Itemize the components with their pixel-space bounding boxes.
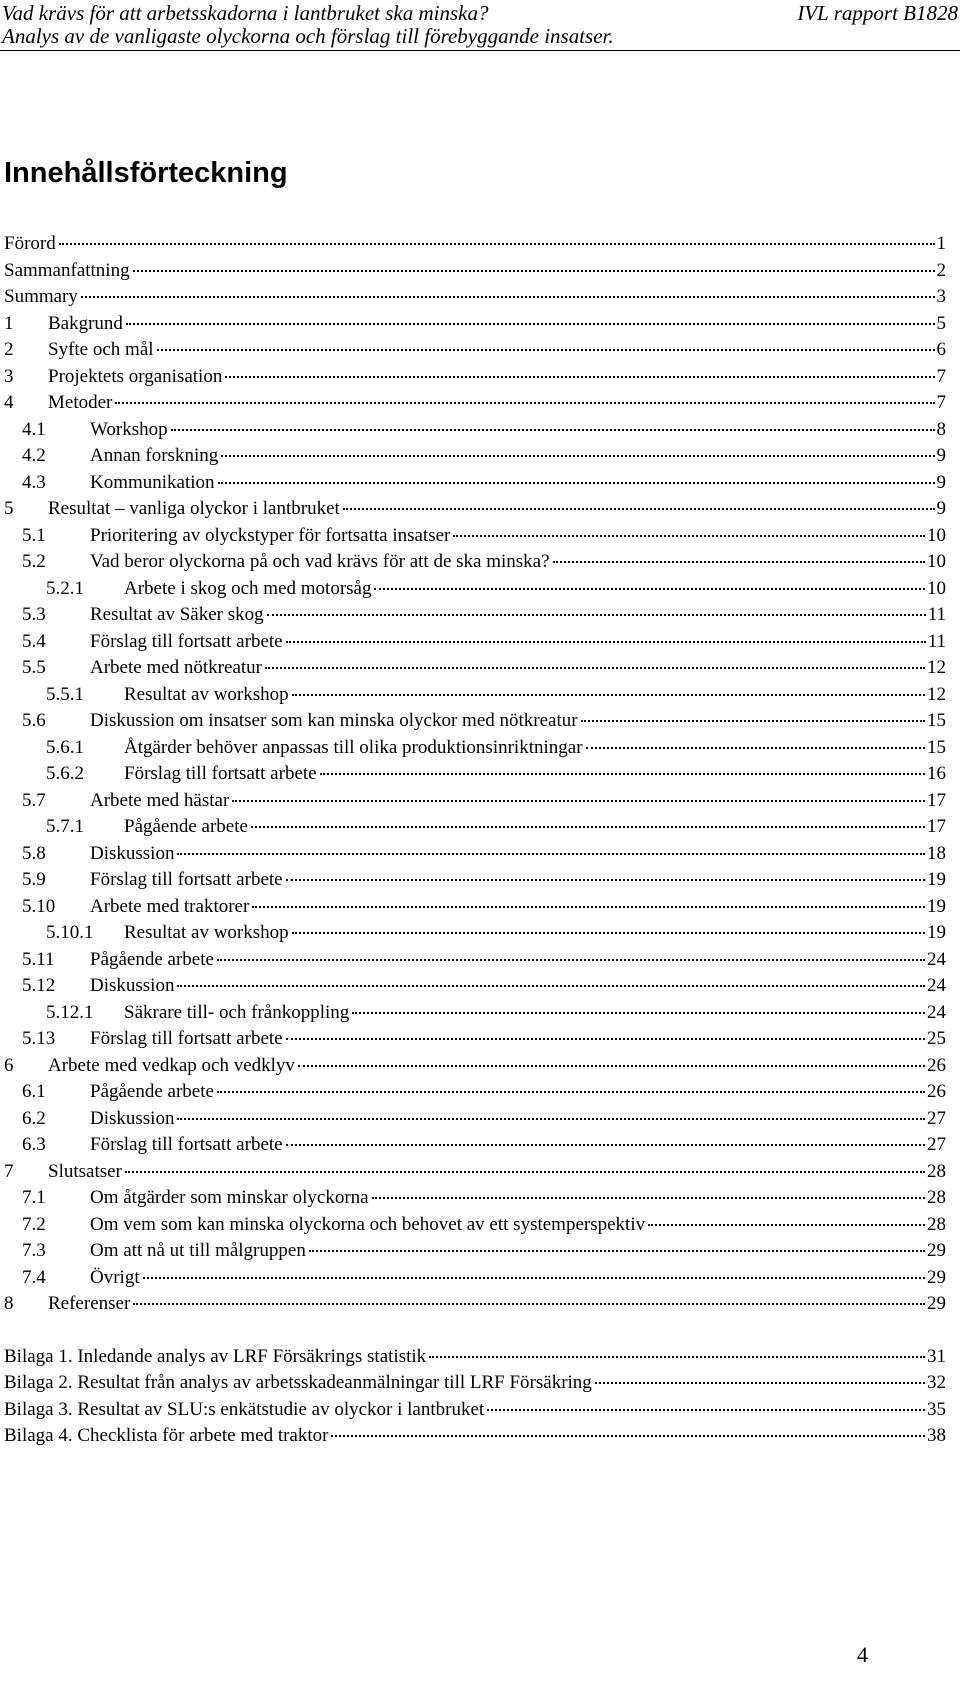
toc-entry-page: 16 — [927, 763, 946, 784]
toc-entry-number: 6 — [4, 1054, 14, 1076]
toc-entry-number: 5.2.1 — [46, 577, 84, 599]
toc-entry-title: Slutsatser — [48, 1160, 122, 1182]
dot-leader — [320, 773, 925, 775]
toc-entry-title: Bilaga 1. Inledande analys av LRF Försäkrings statistik — [4, 1345, 427, 1367]
dot-leader — [221, 455, 934, 457]
dot-leader — [217, 1091, 925, 1093]
toc-entry-page: 28 — [927, 1160, 946, 1182]
toc-entry-number: 2 — [4, 339, 14, 360]
toc-entry-title: Åtgärder behöver anpassas till olika produktionsinriktningar — [124, 736, 583, 758]
toc-entry-page: 19 — [927, 895, 946, 917]
toc-entry-page: 26 — [927, 1081, 946, 1102]
toc-entry-number: 5.10.1 — [46, 922, 94, 943]
toc-entry-title: Pågående arbete — [90, 948, 214, 970]
toc-entry-page: 29 — [927, 1293, 946, 1314]
toc-entry-page: 11 — [927, 604, 946, 625]
toc-entry-number: 5.6.1 — [46, 736, 84, 758]
table-of-contents — [0, 231, 946, 1450]
dot-leader — [265, 667, 925, 669]
dot-leader — [487, 1409, 925, 1411]
toc-entry-page: 10 — [927, 551, 946, 572]
dot-leader — [177, 985, 925, 987]
toc-entry[interactable] — [0, 284, 946, 311]
toc-entry[interactable] — [0, 576, 946, 603]
toc-entry[interactable] — [0, 894, 946, 921]
toc-entry-title: Referenser — [48, 1293, 131, 1314]
dot-leader — [553, 561, 925, 563]
toc-entry-page: 17 — [927, 816, 946, 837]
toc-entry[interactable] — [0, 1132, 946, 1159]
toc-entry[interactable] — [0, 549, 946, 576]
toc-entry[interactable] — [0, 1238, 946, 1265]
toc-entry-page: 24 — [927, 948, 946, 970]
toc-entry-number: 5.2 — [22, 551, 46, 572]
toc-entry-number: 7 — [4, 1160, 14, 1182]
toc-entry-page: 8 — [936, 418, 946, 440]
toc-entry-page: 1 — [936, 233, 946, 254]
toc-entry[interactable] — [0, 390, 946, 417]
toc-title: Innehållsförteckning — [4, 157, 288, 189]
dot-leader — [343, 508, 935, 510]
toc-entry-number: 4 — [4, 392, 14, 413]
toc-entry-page: 26 — [927, 1054, 946, 1076]
toc-entry[interactable] — [0, 708, 946, 735]
toc-entry-number: 7.2 — [22, 1213, 46, 1235]
toc-entry-title: Förslag till fortsatt arbete — [124, 763, 317, 784]
toc-entry-title: Förord — [4, 233, 56, 254]
toc-entry[interactable] — [0, 417, 946, 444]
toc-entry-title: Förslag till fortsatt arbete — [90, 1134, 283, 1155]
toc-entry-page: 32 — [927, 1372, 946, 1393]
toc-entry[interactable] — [0, 920, 946, 947]
toc-entry[interactable] — [0, 1053, 946, 1080]
toc-entry-page: 19 — [927, 922, 946, 943]
toc-entry[interactable] — [0, 682, 946, 709]
dot-leader — [218, 482, 935, 484]
toc-entry[interactable] — [0, 867, 946, 894]
toc-entry[interactable] — [0, 788, 946, 815]
toc-entry-number: 3 — [4, 365, 14, 387]
dot-leader — [232, 800, 925, 802]
toc-entry-number: 1 — [4, 312, 14, 334]
toc-entry-page: 38 — [927, 1425, 946, 1446]
toc-entry-title: Vad beror olyckorna på och vad krävs för att de ska minska? — [90, 551, 550, 572]
dot-leader — [59, 243, 935, 245]
toc-entry-page: 25 — [927, 1028, 946, 1049]
toc-entry-number: 5.6.2 — [46, 763, 84, 784]
toc-entry-title: Resultat – vanliga olyckor i lantbruket — [48, 498, 340, 519]
dot-leader — [171, 429, 935, 431]
toc-entry[interactable] — [0, 1000, 946, 1027]
dot-leader — [298, 1065, 925, 1067]
toc-entry-title: Övrigt — [90, 1266, 140, 1288]
dot-leader — [372, 1197, 925, 1199]
toc-entry-number: 4.2 — [22, 445, 46, 466]
toc-entry-page: 27 — [927, 1107, 946, 1129]
dot-leader — [133, 270, 935, 272]
toc-entry-title: Diskussion — [90, 975, 175, 996]
toc-entry-title: Säkrare till- och frånkoppling — [124, 1001, 350, 1023]
toc-entry-page: 31 — [927, 1345, 946, 1367]
toc-entry-page: 18 — [927, 842, 946, 864]
toc-entry-number: 8 — [4, 1293, 14, 1314]
toc-entry-title: Diskussion — [90, 842, 175, 864]
toc-entry-page: 9 — [936, 445, 946, 466]
dot-leader — [286, 1144, 925, 1146]
toc-entry-page: 12 — [927, 683, 946, 705]
toc-entry[interactable] — [0, 337, 946, 364]
toc-entry-title: Resultat av workshop — [124, 683, 289, 705]
toc-entry-title: Arbete i skog och med motorsåg — [124, 577, 372, 599]
dot-leader — [252, 906, 925, 908]
toc-entry-title: Annan forskning — [90, 445, 219, 466]
dot-leader — [286, 1038, 925, 1040]
toc-entry[interactable] — [0, 841, 946, 868]
appendix-entry[interactable] — [0, 1344, 946, 1371]
toc-entry-title: Summary — [4, 286, 78, 307]
dot-leader — [352, 1012, 925, 1014]
header-title-line1: Vad krävs för att arbetsskadorna i lantbruket ska minska? — [2, 1, 489, 25]
toc-entry[interactable] — [0, 947, 946, 974]
toc-entry-number: 5.12 — [22, 975, 56, 996]
dot-leader — [217, 959, 925, 961]
toc-entry-title: Bilaga 2. Resultat från analys av arbetsskadeanmälningar till LRF Försäkring — [4, 1372, 592, 1393]
toc-entry-page: 29 — [927, 1266, 946, 1288]
toc-entry-page: 12 — [927, 657, 946, 678]
toc-entry-page: 7 — [936, 365, 946, 387]
toc-entry-page: 19 — [927, 869, 946, 890]
toc-entry[interactable] — [0, 602, 946, 629]
dot-leader — [267, 614, 926, 616]
toc-entry-title: Förslag till fortsatt arbete — [90, 1028, 283, 1049]
toc-entry-number: 4.3 — [22, 471, 46, 493]
toc-entry-number: 5.5 — [22, 657, 46, 678]
toc-entry-page: 2 — [936, 259, 946, 281]
toc-entry-title: Förslag till fortsatt arbete — [90, 630, 283, 652]
appendix-entry[interactable] — [0, 1370, 946, 1397]
toc-entry-number: 6.2 — [22, 1107, 46, 1129]
toc-entry-title: Workshop — [90, 418, 168, 440]
dot-leader — [133, 1303, 925, 1305]
toc-entry-title: Diskussion om insatser som kan minska olyckor med nötkreatur — [90, 710, 578, 731]
toc-entry-title: Resultat av workshop — [124, 922, 289, 943]
header-report-id: IVL rapport B1828 — [797, 1, 958, 25]
toc-entry-page: 6 — [936, 339, 946, 360]
toc-entry-number: 5.5.1 — [46, 683, 84, 705]
toc-entry-number: 5.4 — [22, 630, 46, 652]
header-left — [2, 2, 614, 48]
dot-leader — [595, 1382, 925, 1384]
toc-entry-number: 7.1 — [22, 1187, 46, 1208]
toc-entry-number: 5.13 — [22, 1028, 56, 1049]
appendix-spacer — [0, 1318, 946, 1344]
toc-entry-number: 6.1 — [22, 1081, 46, 1102]
toc-entry-title: Pågående arbete — [124, 816, 248, 837]
toc-entry-page: 9 — [936, 471, 946, 493]
dot-leader — [292, 694, 925, 696]
toc-entry[interactable] — [0, 655, 946, 682]
toc-entry-number: 5 — [4, 498, 14, 519]
toc-entry-page: 9 — [936, 498, 946, 519]
toc-entry[interactable] — [0, 1159, 946, 1186]
toc-entry-title: Metoder — [48, 392, 113, 413]
dot-leader — [177, 853, 925, 855]
toc-entry-title: Förslag till fortsatt arbete — [90, 869, 283, 890]
toc-entry-page: 7 — [936, 392, 946, 413]
toc-entry-number: 5.3 — [22, 604, 46, 625]
toc-entry-number: 5.12.1 — [46, 1001, 94, 1023]
dot-leader — [125, 1171, 925, 1173]
toc-entry-title: Bakgrund — [48, 312, 123, 334]
toc-entry[interactable] — [0, 258, 946, 285]
toc-entry[interactable] — [0, 1026, 946, 1053]
dot-leader — [157, 349, 935, 351]
toc-entry-title: Diskussion — [90, 1107, 175, 1129]
toc-entry-title: Bilaga 3. Resultat av SLU:s enkätstudie av olyckor i lantbruket — [4, 1398, 485, 1420]
toc-entry-title: Arbete med hästar — [90, 789, 230, 811]
dot-leader — [429, 1356, 925, 1358]
toc-entry-page: 29 — [927, 1240, 946, 1261]
toc-entry-page: 28 — [927, 1213, 946, 1235]
dot-leader — [331, 1435, 925, 1437]
dot-leader — [309, 1250, 925, 1252]
header-title-line2: Analys av de vanligaste olyckorna och förslag till förebyggande insatser. — [2, 24, 614, 48]
dot-leader — [115, 402, 934, 404]
dot-leader — [286, 879, 925, 881]
toc-entry[interactable] — [0, 470, 946, 497]
toc-entry-number: 5.10 — [22, 895, 56, 917]
toc-entry-title: Pågående arbete — [90, 1081, 214, 1102]
toc-entry-title: Arbete med nötkreatur — [90, 657, 262, 678]
toc-entry[interactable] — [0, 1265, 946, 1292]
dot-leader — [286, 641, 926, 643]
toc-entry[interactable] — [0, 1212, 946, 1239]
toc-entry-page: 5 — [936, 312, 946, 334]
toc-entry-page: 27 — [927, 1134, 946, 1155]
toc-entry-page: 35 — [927, 1398, 946, 1420]
dot-leader — [177, 1118, 925, 1120]
toc-entry-number: 5.11 — [22, 948, 55, 970]
toc-entry-title: Om åtgärder som minskar olyckorna — [90, 1187, 369, 1208]
toc-entry-title: Prioritering av olyckstyper för fortsatta insatser — [90, 524, 451, 546]
toc-entry-page: 10 — [927, 577, 946, 599]
toc-entry-page: 24 — [927, 1001, 946, 1023]
toc-entry[interactable] — [0, 761, 946, 788]
toc-entry-title: Om att nå ut till målgruppen — [90, 1240, 306, 1261]
toc-entry-number: 7.3 — [22, 1240, 46, 1261]
dot-leader — [126, 323, 935, 325]
toc-entry-number: 5.8 — [22, 842, 46, 864]
toc-entry[interactable] — [0, 523, 946, 550]
toc-entry-page: 28 — [927, 1187, 946, 1208]
dot-leader — [81, 296, 935, 298]
toc-entry[interactable] — [0, 496, 946, 523]
toc-entry[interactable] — [0, 1291, 946, 1318]
dot-leader — [453, 535, 925, 537]
toc-entry-title: Kommunikation — [90, 471, 215, 493]
toc-entry-title: Resultat av Säker skog — [90, 604, 264, 625]
toc-entry-page: 15 — [927, 710, 946, 731]
toc-entry[interactable] — [0, 735, 946, 762]
toc-entry[interactable] — [0, 814, 946, 841]
toc-entry-page: 10 — [927, 524, 946, 546]
toc-entry[interactable] — [0, 443, 946, 470]
dot-leader — [374, 588, 925, 590]
toc-entry-page: 24 — [927, 975, 946, 996]
toc-entry-page: 15 — [927, 736, 946, 758]
dot-leader — [648, 1224, 925, 1226]
toc-entry-title: Syfte och mål — [48, 339, 154, 360]
toc-entry-number: 5.7.1 — [46, 816, 84, 837]
toc-entry[interactable] — [0, 973, 946, 1000]
toc-entry-number: 4.1 — [22, 418, 46, 440]
toc-entry[interactable] — [0, 311, 946, 338]
page-number: 4 — [857, 1642, 868, 1667]
toc-entry[interactable] — [0, 364, 946, 391]
appendix-entry[interactable] — [0, 1423, 946, 1450]
dot-leader — [251, 826, 925, 828]
dot-leader — [581, 720, 925, 722]
dot-leader — [292, 932, 925, 934]
toc-entry[interactable] — [0, 1185, 946, 1212]
toc-entry-number: 5.9 — [22, 869, 46, 890]
toc-entry-page: 17 — [927, 789, 946, 811]
toc-entry-number: 5.7 — [22, 789, 46, 811]
header-rule — [0, 50, 960, 51]
toc-entry[interactable] — [0, 231, 946, 258]
toc-entry-title: Sammanfattning — [4, 259, 130, 281]
dot-leader — [586, 747, 925, 749]
toc-entry-page: 3 — [936, 286, 946, 307]
toc-entry-number: 7.4 — [22, 1266, 46, 1288]
toc-entry-number: 5.1 — [22, 524, 46, 546]
toc-entry-title: Om vem som kan minska olyckorna och behovet av ett systemperspektiv — [90, 1213, 646, 1235]
toc-entry-title: Projektets organisation — [48, 365, 223, 387]
toc-entry[interactable] — [0, 1106, 946, 1133]
toc-entry-title: Arbete med vedkap och vedklyv — [48, 1054, 295, 1076]
toc-entry-number: 5.6 — [22, 710, 46, 731]
toc-entry-title: Bilaga 4. Checklista för arbete med traktor — [4, 1425, 329, 1446]
toc-entry-title: Arbete med traktorer — [90, 895, 250, 917]
toc-entry-number: 6.3 — [22, 1134, 46, 1155]
dot-leader — [225, 376, 934, 378]
toc-entry[interactable] — [0, 629, 946, 656]
toc-entry-page: 11 — [927, 630, 946, 652]
dot-leader — [143, 1277, 925, 1279]
toc-entry[interactable] — [0, 1079, 946, 1106]
appendix-entry[interactable] — [0, 1397, 946, 1424]
